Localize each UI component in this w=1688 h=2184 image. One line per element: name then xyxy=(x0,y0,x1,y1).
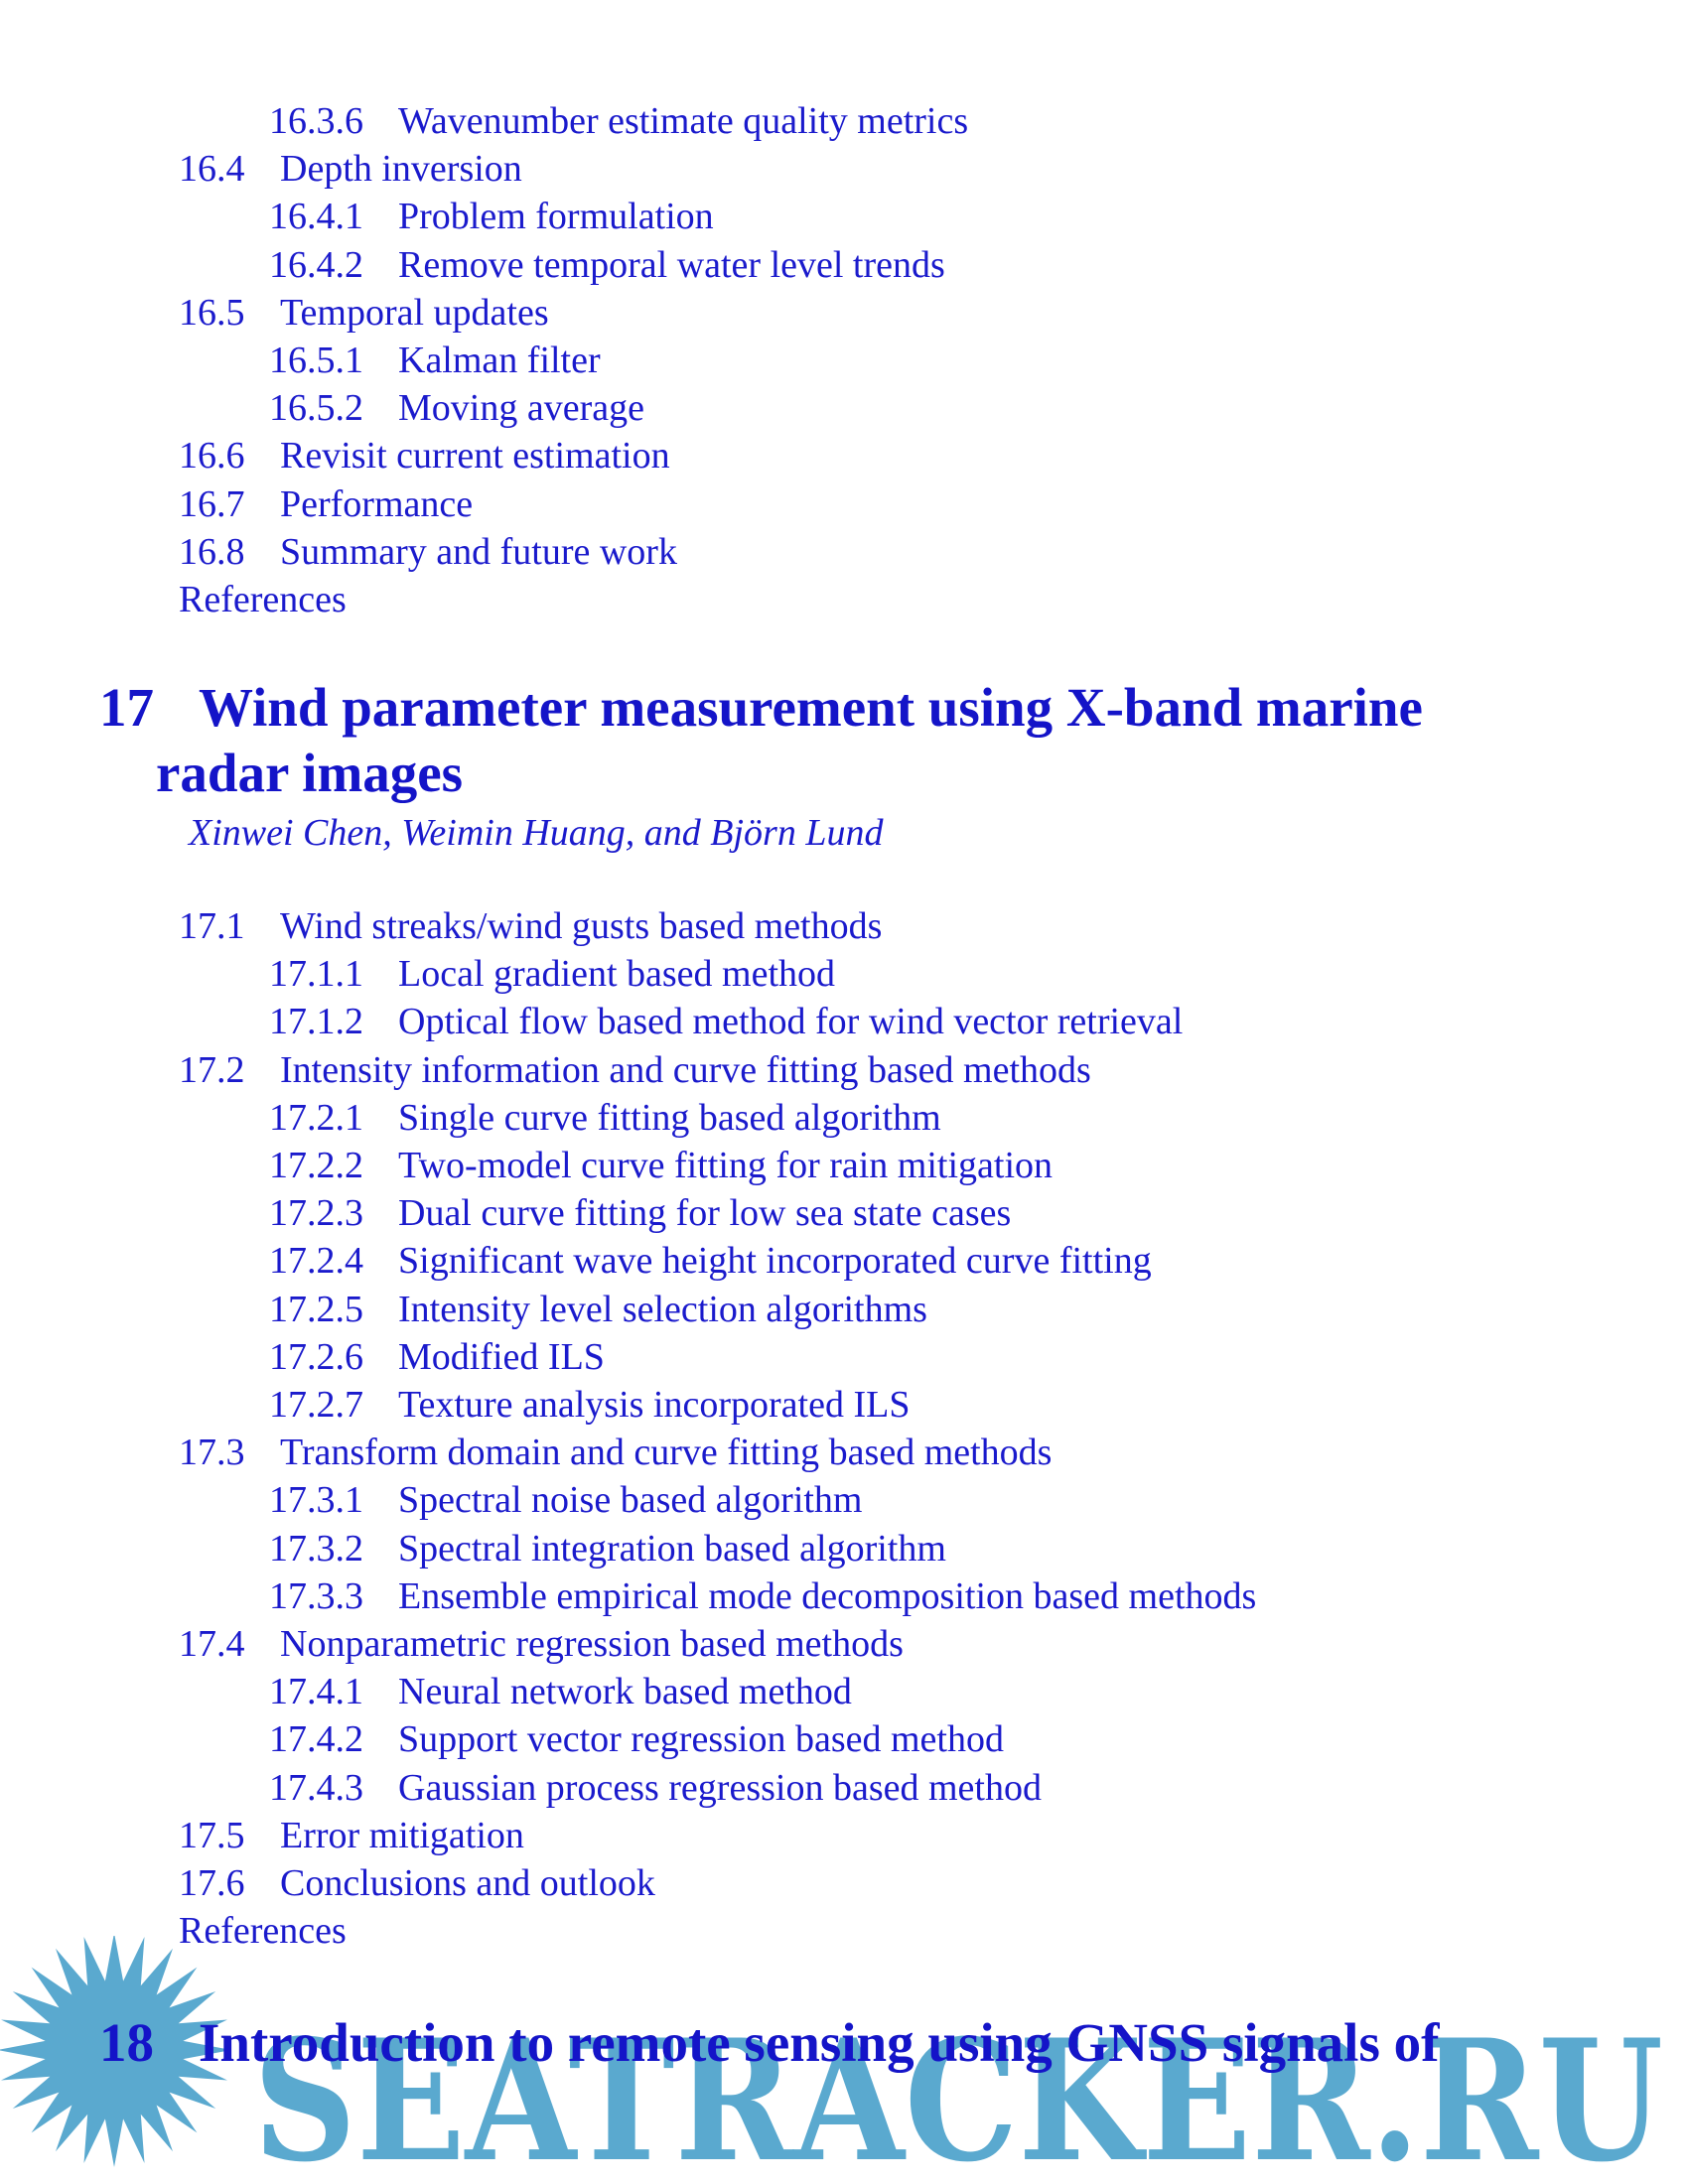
section-title: Ensemble empirical mode decomposition based methods xyxy=(398,1574,1257,1617)
section-number: 16.4 xyxy=(179,148,245,191)
section-title: Conclusions and outlook xyxy=(280,1862,655,1904)
section-number: 17.3.1 xyxy=(269,1479,363,1522)
toc-entry[interactable] xyxy=(269,1381,910,1429)
toc-entry[interactable] xyxy=(269,950,835,998)
section-title: Optical flow based method for wind vector retrieval xyxy=(398,1001,1184,1043)
toc-entry[interactable] xyxy=(269,1668,852,1715)
section-number: 16.5.1 xyxy=(269,340,363,381)
section-number: 17.2.7 xyxy=(269,1384,363,1426)
section-number: 17.2.5 xyxy=(269,1288,363,1330)
chapter-18-heading[interactable] xyxy=(99,2010,1439,2076)
section-title: Spectral noise based algorithm xyxy=(398,1479,863,1522)
section-number: 17.4.2 xyxy=(269,1718,363,1761)
section-number: 17.1.2 xyxy=(269,1001,363,1043)
section-title: Temporal updates xyxy=(280,291,549,334)
section-number: 17.4.1 xyxy=(269,1671,363,1713)
section-title: Wavenumber estimate quality metrics xyxy=(398,100,969,142)
toc-entry[interactable] xyxy=(179,1859,655,1907)
section-title: Dual curve fitting for low sea state cases xyxy=(398,1192,1012,1235)
section-number: 17.3.2 xyxy=(269,1527,363,1570)
section-title: Transform domain and curve fitting based methods xyxy=(280,1432,1053,1474)
section-title: Performance xyxy=(280,482,474,525)
section-title: Intensity level selection algorithms xyxy=(398,1288,927,1330)
section-number: 17.2 xyxy=(179,1048,245,1091)
section-title: References xyxy=(179,579,347,620)
section-number: 17.2.3 xyxy=(269,1192,363,1235)
toc-entry[interactable] xyxy=(269,1715,1004,1763)
section-title: Single curve fitting based algorithm xyxy=(398,1096,941,1139)
toc-entry[interactable] xyxy=(269,337,601,384)
section-title: Modified ILS xyxy=(398,1335,605,1378)
section-title: Two-model curve fitting for rain mitigation xyxy=(398,1145,1054,1186)
section-title: Problem formulation xyxy=(398,196,714,238)
section-title: Local gradient based method xyxy=(398,953,836,996)
section-number: 17.1.1 xyxy=(269,953,363,996)
section-number: 17.6 xyxy=(179,1862,245,1904)
section-number: 16.4.2 xyxy=(269,243,363,286)
section-title: Wind streaks/wind gusts based methods xyxy=(280,905,883,947)
section-number: 17.3.3 xyxy=(269,1574,363,1617)
toc-entry[interactable] xyxy=(269,241,945,289)
section-number: 17.4.3 xyxy=(269,1766,363,1809)
toc-entry[interactable] xyxy=(269,1094,941,1142)
chapter-number: 18 xyxy=(99,2012,154,2073)
toc-entry[interactable] xyxy=(179,1620,904,1668)
toc-entry[interactable] xyxy=(269,1237,1152,1285)
toc-entry[interactable] xyxy=(179,528,677,576)
section-number: 17.5 xyxy=(179,1814,245,1856)
section-number: 16.7 xyxy=(179,482,245,525)
chapter-title: Introduction to remote sensing using GNSS signals of xyxy=(199,2012,1440,2073)
toc-entry[interactable] xyxy=(269,998,1183,1045)
section-title: Moving average xyxy=(398,387,644,430)
section-title: Neural network based method xyxy=(398,1671,852,1713)
section-number: 16.5 xyxy=(179,291,245,334)
chapter-title-line1: Wind parameter measurement using X-band marine xyxy=(199,677,1423,738)
section-title: References xyxy=(179,1910,347,1953)
chapter-authors: Xinwei Chen, Weimin Huang, and Björn Lund xyxy=(189,812,884,854)
section-title: Intensity information and curve fitting based methods xyxy=(280,1048,1091,1091)
section-title: Support vector regression based method xyxy=(398,1718,1004,1761)
section-number: 17.4 xyxy=(179,1623,245,1665)
chapter-number: 17 xyxy=(99,677,154,738)
section-number: 17.2.1 xyxy=(269,1096,363,1139)
toc-entry[interactable] xyxy=(179,145,522,193)
section-title: Depth inversion xyxy=(280,148,522,191)
section-title: Kalman filter xyxy=(398,340,601,381)
toc-entry[interactable] xyxy=(269,1333,605,1381)
toc-entry[interactable] xyxy=(269,193,714,240)
toc-entry[interactable] xyxy=(269,1476,863,1524)
toc-entry[interactable] xyxy=(269,97,968,145)
chapter-17-heading[interactable] xyxy=(99,675,1489,806)
chapter-title-line2: radar images xyxy=(156,743,464,803)
section-title: Significant wave height incorporated curve fitting xyxy=(398,1240,1152,1283)
section-number: 16.5.2 xyxy=(269,387,363,430)
toc-references-link[interactable] xyxy=(179,576,347,623)
section-title: Nonparametric regression based methods xyxy=(280,1623,904,1665)
section-number: 17.2.4 xyxy=(269,1240,363,1283)
toc-entry[interactable] xyxy=(269,1572,1256,1620)
toc-entry[interactable] xyxy=(179,902,882,950)
toc-entry[interactable] xyxy=(179,432,670,479)
section-title: Texture analysis incorporated ILS xyxy=(398,1384,911,1426)
section-title: Gaussian process regression based method xyxy=(398,1766,1042,1809)
toc-entry[interactable] xyxy=(179,480,473,528)
watermark-text: SEATRACKER.RU xyxy=(253,2002,1663,2184)
section-number: 17.3 xyxy=(179,1432,245,1474)
section-number: 17.2.2 xyxy=(269,1145,363,1186)
toc-entry[interactable] xyxy=(269,1286,927,1333)
section-number: 16.4.1 xyxy=(269,196,363,238)
toc-entry[interactable] xyxy=(179,1812,524,1859)
section-title: Remove temporal water level trends xyxy=(398,243,945,286)
section-number: 16.3.6 xyxy=(269,100,363,142)
toc-entry[interactable] xyxy=(269,384,644,432)
section-number: 16.6 xyxy=(179,435,245,478)
section-title: Spectral integration based algorithm xyxy=(398,1527,946,1570)
toc-entry[interactable] xyxy=(269,1189,1011,1237)
toc-entry[interactable] xyxy=(179,1429,1052,1476)
section-title: Error mitigation xyxy=(280,1814,524,1856)
toc-entry[interactable] xyxy=(269,1764,1042,1812)
section-title: Summary and future work xyxy=(280,530,677,573)
section-number: 16.8 xyxy=(179,530,245,573)
toc-entry[interactable] xyxy=(179,289,549,337)
toc-entry[interactable] xyxy=(179,1046,1091,1094)
toc-entry[interactable] xyxy=(269,1525,946,1572)
section-number: 17.2.6 xyxy=(269,1335,363,1378)
section-number: 17.1 xyxy=(179,905,245,947)
section-title: Revisit current estimation xyxy=(280,435,670,478)
toc-entry[interactable] xyxy=(269,1142,1053,1189)
